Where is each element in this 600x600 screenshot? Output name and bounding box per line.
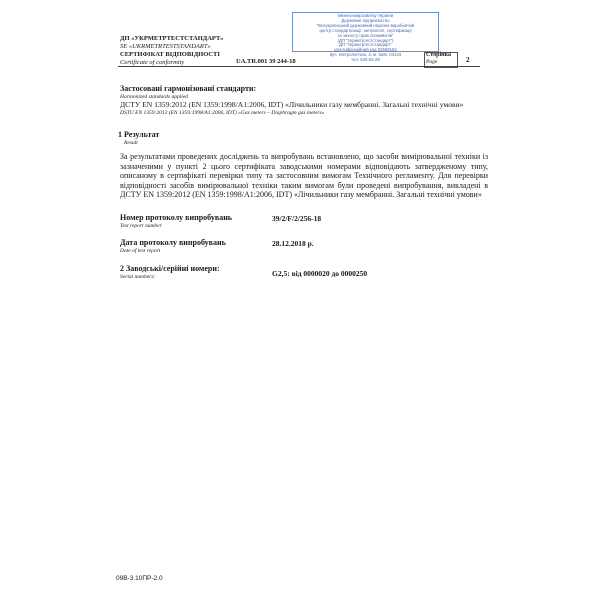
cert-title: СЕРТИФІКАТ ВІДПОВІДНОСТІ [120,51,220,58]
stamp-line: Мінекономрозвитку України [337,13,394,18]
standards-text: ДСТУ EN 1359:2012 (EN 1359:1998/A1:2006, IDT) «Лічильники газу мембранні. Загальні технічні умови» [120,100,464,109]
result-heading: 1 Результат [118,130,160,139]
test-report-number-value: 39/2/F/2/256-18 [272,214,322,223]
stamp-line: ідентифікаційний код 02568182 [334,47,397,53]
standards-section [120,84,490,116]
result-heading-en: Result [124,139,138,146]
test-report-number-label-block [120,213,232,229]
serial-numbers-label-en: Serial numbers: [120,273,156,280]
standards-text-en: DSTU EN 1359:2012 (EN 1359:1998/A1:2006, IDT) «Gas meters – Diaphragm gas meters» [120,109,325,116]
stamp-line: вул. Метрологічна, 4, м. Київ, 03143 [329,52,402,58]
stamp-line: Державне підприємство [341,17,390,23]
result-body: За результатами проведених досліджень та випробувань встановлено, що засоби вимірювальної техніки із зазначеними у пункті 2 цього сертифіката заводськими номерами відповідають затвердженому типу, описаному в сертифікаті перевірки типу та застосовним вимогам Технічного регламенту. Для перевірки відповідності засобів вимірювальної техніки таким вимогам були проведені випробування, викладені в ДСТУ EN 1359:2012 (EN 1359:1998/A1:2006, IDT) «Лічильники газу мембранні. Загальні технічні умови» [120,152,488,200]
stamp-line: центр стандартизації, метрології, сертифікації [319,27,412,33]
page-label-en: Page [426,59,438,65]
test-report-number-label-en: Test report number [120,222,162,229]
page-label: Сторінка [426,52,451,58]
org-name: ДП «УКРМЕТРТЕСТСТАНДАРТ» [120,35,224,42]
standards-heading: Застосовані гармонізовані стандарти: [120,84,257,93]
cert-title-en: Certificate of conformity [120,59,185,66]
stamp-line: та захисту прав споживачів" [337,32,394,38]
stamp-line: тел. 526-52-29 [351,57,380,63]
serial-numbers-value: G2,5: від 0000020 до 0000250 [272,269,368,278]
stamp-line: (ДП "Укрметртестстандарт") [337,37,394,43]
form-code: 09В-3.10ПР-2.0 [116,575,163,582]
test-report-number-label: Номер протоколу випробувань [120,213,233,222]
test-report-date-value: 28.12.2018 р. [272,239,314,248]
test-report-date-label-block [120,238,226,254]
test-report-date-label: Дата протоколу випробувань [120,238,226,247]
serial-numbers-label-block [120,264,220,280]
result-heading-block [118,130,159,146]
cert-number: UA.TR.001 39 244-18 [236,58,296,65]
header-divider [118,66,480,67]
test-report-date-label-en: Date of test report [120,247,161,254]
org-name-en: SE «UKRMETRTESTSTANDART» [120,43,211,50]
stamp-line: ДП "Укрметртестстандарт" [339,42,392,48]
stamp-line: "Всеукраїнський державний науково-виробничий [316,22,415,28]
page-number: 2 [466,56,470,64]
standards-heading-en: Harmonized standards applied [120,93,188,100]
serial-numbers-label: 2 Заводські/серійні номери: [120,264,220,273]
